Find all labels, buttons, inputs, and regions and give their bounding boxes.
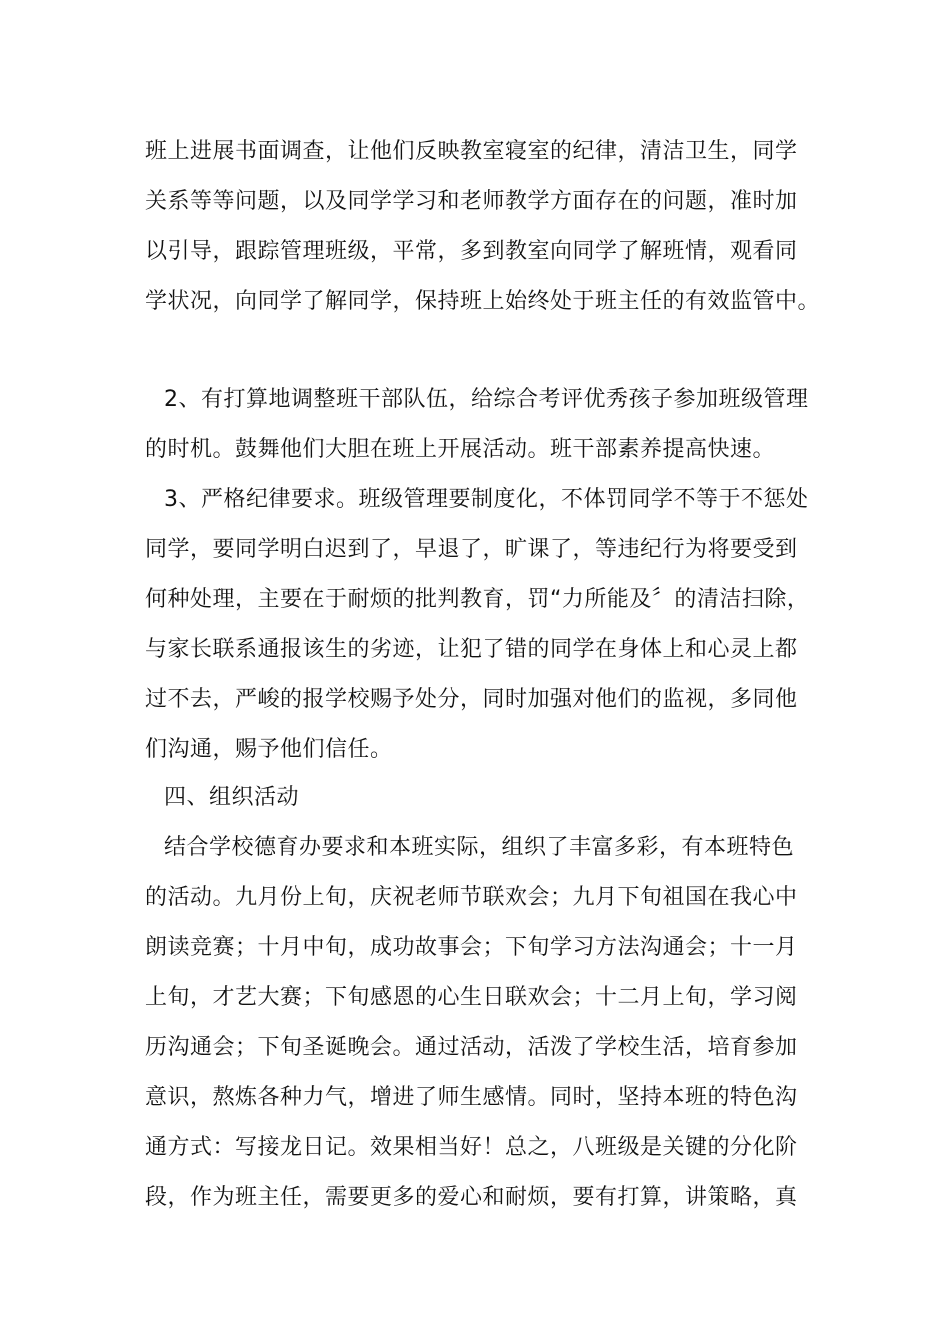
section-heading: 四、组织活动 <box>164 785 300 810</box>
text-line: 段，作为班主任，需要更多的爱心和耐烦，要有打算，讲策略，真 <box>145 1185 798 1210</box>
text-line: 3、严格纪律要求。班级管理要制度化，不体罚同学不等于不惩处 <box>164 487 809 512</box>
text-line: 2、有打算地调整班干部队伍，给综合考评优秀孩子参加班级管理 <box>164 387 809 412</box>
text-line: 关系等等问题，以及同学学习和老师教学方面存在的问题，准时加 <box>145 189 798 214</box>
text-line: 过不去，严峻的报学校赐予处分，同时加强对他们的监视，多同他 <box>145 687 798 712</box>
text-line: 通方式：写接龙日记。效果相当好！总之，八班级是关键的分化阶 <box>145 1135 798 1160</box>
text-line: 上旬，才艺大赛；下旬感恩的心生日联欢会；十二月上旬，学习阅 <box>145 985 798 1010</box>
text-line: 历沟通会；下旬圣诞晚会。通过活动，活泼了学校生活，培育参加 <box>145 1035 798 1060</box>
text-line: 何种处理，主要在于耐烦的批判教育，罚“力所能及〞的清洁扫除， <box>145 587 810 612</box>
text-line: 与家长联系通报该生的劣迹，让犯了错的同学在身体上和心灵上都 <box>145 637 798 662</box>
text-line: 的活动。九月份上旬，庆祝老师节联欢会；九月下旬祖国在我心中 <box>145 885 798 910</box>
text-line: 们沟通，赐予他们信任。 <box>145 737 393 762</box>
text-line: 朗读竞赛；十月中旬，成功故事会；下旬学习方法沟通会；十一月 <box>145 935 798 960</box>
text-line: 班上进展书面调查，让他们反映教室寝室的纪律，清洁卫生，同学 <box>145 139 798 164</box>
text-line: 意识，熬炼各种力气，增进了师生感情。同时，坚持本班的特色沟 <box>145 1085 798 1110</box>
text-line: 以引导，跟踪管理班级，平常，多到教室向同学了解班情，观看同 <box>145 239 798 264</box>
text-line: 结合学校德育办要求和本班实际，组织了丰富多彩，有本班特色 <box>164 835 795 860</box>
text-line: 学状况，向同学了解同学，保持班上始终处于班主任的有效监管中。 <box>145 289 821 314</box>
text-line: 同学，要同学明白迟到了，早退了，旷课了，等违纪行为将要受到 <box>145 537 798 562</box>
text-line: 的时机。鼓舞他们大胆在班上开展活动。班干部素养提高快速。 <box>145 437 776 462</box>
